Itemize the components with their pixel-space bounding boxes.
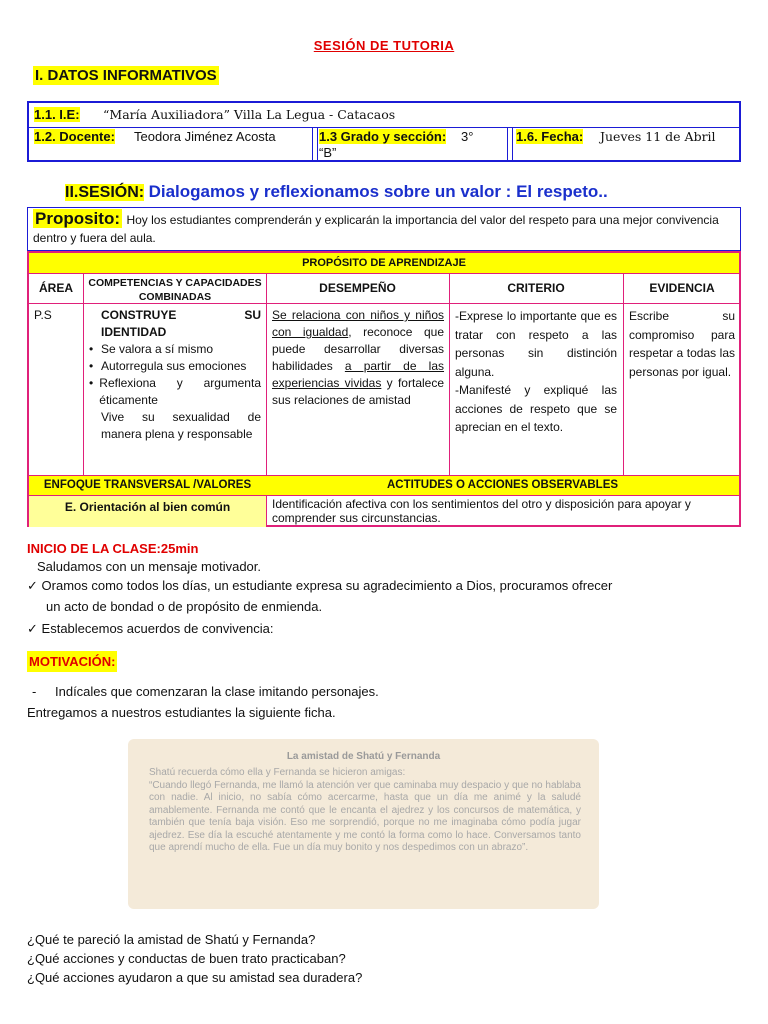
divider: [623, 273, 624, 475]
proposito-box: [27, 207, 741, 251]
enfoque-header: ENFOQUE TRANSVERSAL /VALORES: [43, 479, 252, 491]
grado-value-2: “B”: [319, 145, 337, 160]
desempeno-part-4: y fortalece sus relaciones de amistad: [272, 376, 444, 407]
desempeno-part-2: , reconoce que puede desarrollar diversas habilidades: [272, 325, 445, 373]
divider: [449, 273, 450, 475]
check-1b: un acto de bondad o de propósito de enmienda.: [46, 599, 323, 614]
story-title: La amistad de Shatú y Fernanda: [286, 751, 441, 762]
inicio-heading: INICIO DE LA CLASE:25min: [27, 541, 199, 556]
actitudes-header: ACTITUDES O ACCIONES OBSERVABLES: [386, 479, 619, 491]
competencias-cell: [89, 307, 261, 443]
docente-label: 1.2. Docente:: [34, 129, 115, 144]
question-3: ¿Qué acciones ayudaron a que su amistad sea duradera?: [27, 970, 363, 985]
story-body: [149, 767, 581, 855]
criterio-2: -Manifesté y expliqué las acciones de respeto que se aprecian en el texto.: [455, 383, 617, 434]
question-1: ¿Qué te pareció la amistad de Shatú y Fernanda?: [27, 932, 316, 947]
story-intro: Shatú recuerda cómo ella y Fernanda se hicieron amigas:: [149, 767, 406, 778]
sesion-heading: [65, 182, 608, 202]
bullet: •: [89, 359, 94, 373]
bullet: •: [89, 342, 94, 356]
ie-value: “María Auxiliadora” Villa La Legua - Catacaos: [103, 107, 396, 122]
ie-row: [29, 103, 739, 128]
info-table: [27, 101, 741, 162]
motivacion-heading: MOTIVACIÓN:: [27, 651, 117, 672]
area-value: P.S: [34, 308, 52, 322]
question-2: ¿Qué acciones y conductas de buen trato practicaban?: [27, 951, 346, 966]
check-icon: ✓: [27, 622, 38, 637]
proposito-label: Proposito:: [35, 209, 120, 228]
session-title: SESIÓN DE TUTORIA: [313, 38, 455, 53]
motivacion-item-text: Indícales que comenzaran la clase imitando personajes.: [55, 684, 379, 699]
inicio-line-1: Saludamos con un mensaje motivador.: [37, 559, 262, 574]
motivacion-item-1: [32, 681, 379, 702]
capacidad-item: [89, 341, 261, 358]
header-competencias: COMPETENCIAS Y CAPACIDADES COMBINADAS: [88, 277, 262, 303]
grado-value-1: 3°: [461, 129, 474, 144]
check-2: Establecemos acuerdos de convivencia:: [41, 621, 274, 636]
desempeno-part-3: a partir de las experiencias vividas: [272, 359, 445, 390]
criterio-1: -Exprese lo importante que es tratar con respeto a las personas sin distinción alguna.: [455, 309, 617, 379]
check-item-2: [27, 618, 274, 640]
fecha-label: 1.6. Fecha:: [516, 129, 584, 144]
story-quote: “Cuando llegó Fernanda, me llamó la atención ver que caminaba muy despacio y que no hablaba con nadie. Al inicio, no sabía cómo acercarme, hasta que un día me animé y la saludé amablemente. Fernanda me contó que le encanta el ajedrez y los concursos de matemática, y también que tenía baja visión. Eso me sorprendió, porque no me imaginaba cómo podía jugar ajedrez. Ese día la escuché atentamente y me contó la forma como lo hace. Conversamos tanto que aprendí mucho de ella. Fue un día muy bonito y nos despedimos con un abrazo”.: [149, 779, 581, 853]
docente-value: Teodora Jiménez Acosta: [134, 129, 276, 144]
capacidad-1: Se valora a sí mismo: [101, 342, 214, 356]
capacidad-2: Autorregula sus emociones: [101, 359, 247, 373]
story-card: [128, 739, 599, 909]
header-area: ÁREA: [38, 281, 73, 295]
check-1a: Oramos como todos los días, un estudiante expresa su agradecimiento a Dios, procuramos ofrecer: [41, 578, 613, 593]
fecha-cell: [516, 127, 738, 160]
capacidad-extra: Vive su sexualidad de manera plena y responsable: [101, 410, 261, 441]
divider: [512, 127, 513, 160]
evidencia-cell: Escribe su compromiso para respetar a todas las personas por igual.: [629, 309, 735, 379]
divider: [29, 273, 739, 274]
divider: [317, 127, 318, 160]
dash: -: [32, 684, 37, 699]
divider: [312, 127, 313, 160]
desempeno-cell: [272, 307, 444, 409]
enfoque-value: E. Orientación al bien común: [64, 500, 231, 514]
grado-cell: [319, 127, 505, 160]
header-criterio: CRITERIO: [507, 281, 565, 295]
sesion-text: Dialogamos y reflexionamos sobre un valor : El respeto..: [148, 182, 608, 201]
actitudes-value: Identificación afectiva con los sentimientos del otro y disposición para apoyar y comprender sus circunstancias.: [272, 497, 691, 525]
competencia-title: CONSTRUYE SU IDENTIDAD: [101, 308, 261, 339]
check-item-1: [27, 575, 612, 597]
desempeno-part-1: Se relaciona con niños y niños con igualdad: [272, 308, 444, 339]
capacidad-item: [89, 375, 261, 409]
capacidad-item: [89, 358, 261, 375]
grado-label: 1.3 Grado y sección:: [319, 129, 447, 144]
purpose-table: [27, 251, 741, 527]
bullet: •: [89, 376, 94, 390]
motivacion-line-2: Entregamos a nuestros estudiantes la siguiente ficha.: [27, 705, 336, 720]
purpose-band: PROPÓSITO DE APRENDIZAJE: [29, 253, 739, 273]
datos-heading: I. DATOS INFORMATIVOS: [35, 67, 217, 84]
proposito-text: Hoy los estudiantes comprenderán y explicarán la importancia del valor del respeto para una mejor convivencia dentro y fuera del aula.: [33, 213, 719, 245]
docente-cell: [34, 127, 310, 160]
criterio-cell: [455, 307, 617, 437]
check-icon: ✓: [27, 579, 38, 594]
header-evidencia: EVIDENCIA: [649, 281, 715, 295]
fecha-value: Jueves 11 de Abril: [600, 129, 716, 144]
divider: [507, 127, 508, 160]
sesion-label: II.SESIÓN:: [65, 184, 145, 201]
ie-label: 1.1. I.E:: [34, 107, 80, 122]
capacidad-3: Reflexiona y argumenta éticamente: [99, 376, 261, 407]
divider: [83, 273, 84, 475]
proposito-content: [33, 210, 733, 247]
header-desempeno: DESEMPEÑO: [319, 281, 396, 295]
